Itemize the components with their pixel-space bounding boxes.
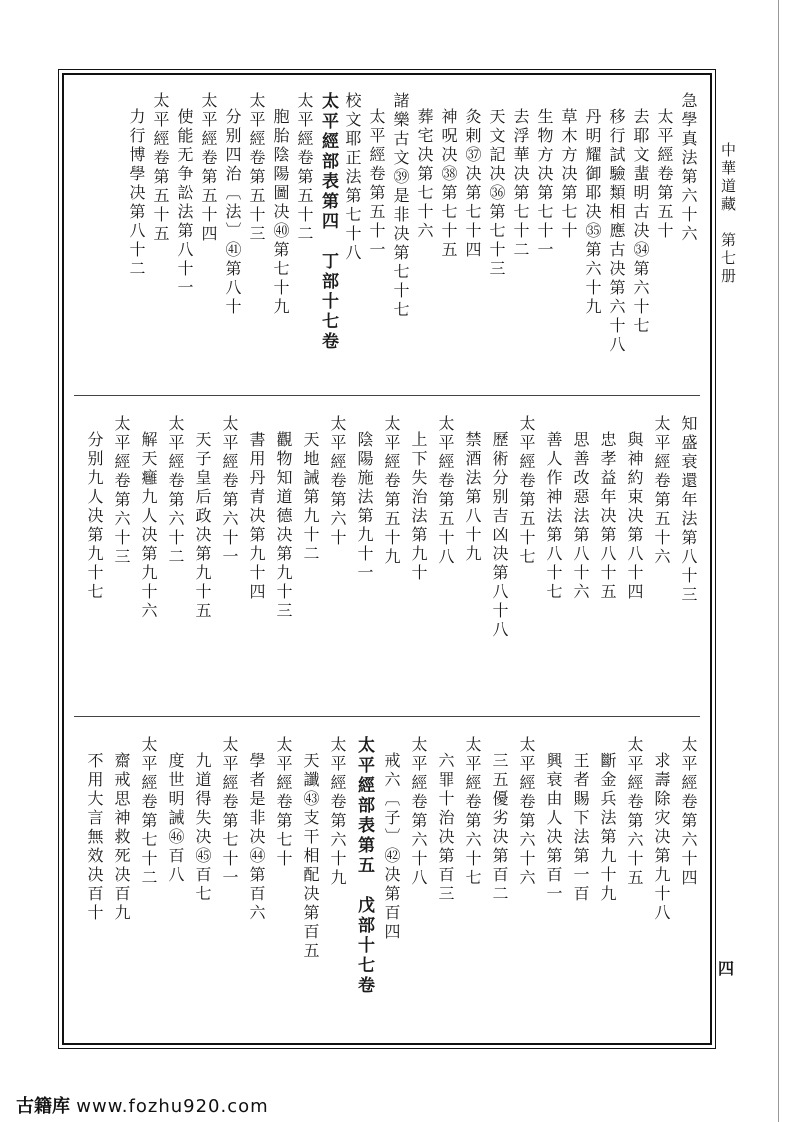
- chapter-entry: 解天癰九人决第九十六: [139, 431, 158, 621]
- volume-heading: 太平經卷第六十六: [517, 736, 536, 888]
- volume-heading: 太平經卷第六十四: [679, 736, 698, 888]
- volume-heading: 太平經卷第五十八: [436, 415, 455, 567]
- chapter-entry: 戒六〔子〕㊷决第百四: [382, 752, 401, 942]
- volume-heading: 太平經卷第六十九: [328, 736, 347, 888]
- volume-heading: 太平經卷第五十九: [382, 415, 401, 567]
- panel-divider-2: [74, 716, 700, 717]
- panel-divider-1: [74, 395, 700, 396]
- chapter-entry: 葬宅决第七十六: [415, 108, 434, 241]
- volume-heading: 太平經卷第五十三: [247, 92, 266, 244]
- chapter-entry: 斷金兵法第九十九: [598, 752, 617, 904]
- chapter-entry: 九道得失决㊺百七: [193, 752, 212, 904]
- volume-heading: 太平經卷第六十: [328, 415, 347, 548]
- text-panel-2: [64, 415, 710, 705]
- chapter-entry: 書用丹青决第九十四: [247, 431, 266, 602]
- volume-heading: 太平經卷第六十二: [166, 415, 185, 567]
- chapter-entry: 三五優劣决第百二: [490, 752, 509, 904]
- chapter-entry: 齋戒思神救死决百九: [112, 752, 131, 923]
- chapter-entry: 去耶文蜚明古决㉞第六十七: [631, 108, 650, 336]
- chapter-entry: 善人作神法第八十七: [544, 431, 563, 602]
- chapter-entry: 不用大言無效决百十: [85, 752, 104, 923]
- section-heading: 太平經部表第四 丁部十七卷: [318, 92, 338, 352]
- chapter-entry: 太平經卷第五十一: [367, 108, 386, 260]
- chapter-entry: 天子皇后政决第九十五: [193, 431, 212, 621]
- chapter-entry: 觀物知道德决第九十三: [274, 431, 293, 621]
- chapter-entry: 思善改惡法第八十六: [571, 431, 590, 602]
- chapter-entry: 草木方决第七十: [559, 108, 578, 241]
- chapter-entry: 使能无争訟法第八十一: [175, 108, 194, 298]
- chapter-entry: 分别四治〔法〕㊶第八十: [223, 108, 242, 317]
- chapter-entry: 度世明誡㊻百八: [166, 752, 185, 885]
- volume-heading: 太平經卷第七十一: [220, 736, 239, 888]
- chapter-entry: 六罪十治决第百三: [436, 752, 455, 904]
- chapter-entry: 去浮華决第七十二: [511, 108, 530, 260]
- chapter-entry: 天讖㊸支干相配决第百五: [301, 752, 320, 961]
- chapter-entry: 力行博學决第八十二: [127, 108, 146, 279]
- chapter-entry: 天文記决㊱第七十三: [487, 108, 506, 279]
- text-panel-1: [64, 92, 710, 387]
- collection-header: 中華道藏 第七册: [719, 142, 737, 286]
- volume-heading: 太平經卷第七十: [274, 736, 293, 869]
- volume-heading: 太平經卷第六十八: [409, 736, 428, 888]
- volume-heading: 太平經卷第六十五: [625, 736, 644, 888]
- volume-heading: 太平經卷第七十二: [139, 736, 158, 888]
- volume-heading: 急學真法第六十六: [679, 92, 698, 244]
- chapter-entry: 陰陽施法第九十一: [355, 431, 374, 583]
- chapter-entry: 王者賜下法第一百: [571, 752, 590, 904]
- footer-site: 古籍库: [16, 1096, 70, 1117]
- volume-heading: 諸樂古文㊴是非决第七十七: [391, 92, 410, 320]
- footer-watermark: [16, 1092, 269, 1118]
- volume-heading: 知盛衰還年法第八十三: [679, 415, 698, 605]
- chapter-entry: 移行試驗類相應古决第六十八: [607, 108, 626, 355]
- chapter-entry: 生物方决第七十一: [535, 108, 554, 260]
- chapter-entry: 上下失治法第九十: [409, 431, 428, 583]
- volume-heading: 太平經卷第五十六: [652, 415, 671, 567]
- chapter-entry: 與神約束决第八十四: [625, 431, 644, 602]
- section-heading: 太平經部表第五 戊部十七卷: [354, 736, 374, 996]
- chapter-entry: 求壽除灾决第九十八: [652, 752, 671, 923]
- volume-heading: 太平經卷第六十七: [463, 736, 482, 888]
- chapter-entry: 忠孝益年决第八十五: [598, 431, 617, 602]
- page-number: 四: [718, 959, 735, 978]
- scan-edge-line: [778, 0, 779, 1122]
- volume-heading: 太平經卷第六十三: [112, 415, 131, 567]
- chapter-entry: 分别九人决第九十七: [85, 431, 104, 602]
- volume-heading: 太平經卷第五十五: [151, 92, 170, 244]
- chapter-entry: 天地誡第九十二: [301, 431, 320, 564]
- volume-heading: 校文耶正法第七十八: [343, 92, 362, 263]
- chapter-entry: 歷術分别吉凶决第八十八: [490, 431, 509, 640]
- footer-url: www.fozhu920.com: [76, 1096, 269, 1117]
- chapter-entry: 太平經卷第五十: [655, 108, 674, 241]
- chapter-entry: 學者是非决㊹第百六: [247, 752, 266, 923]
- chapter-entry: 胞胎陰陽圖决㊵第七十九: [271, 108, 290, 317]
- volume-heading: 太平經卷第五十四: [199, 92, 218, 244]
- chapter-entry: 興衰由人决第百一: [544, 752, 563, 904]
- volume-heading: 太平經卷第六十一: [220, 415, 239, 567]
- chapter-entry: 灸剌㊲决第七十四: [463, 108, 482, 260]
- chapter-entry: 禁酒法第八十九: [463, 431, 482, 564]
- chapter-entry: 丹明耀御耶决㉟第六十九: [583, 108, 602, 317]
- text-panel-3: [64, 736, 710, 1026]
- chapter-entry: 神呪决㊳第七十五: [439, 108, 458, 260]
- volume-heading: 太平經卷第五十七: [517, 415, 536, 567]
- volume-heading: 太平經卷第五十二: [295, 92, 314, 244]
